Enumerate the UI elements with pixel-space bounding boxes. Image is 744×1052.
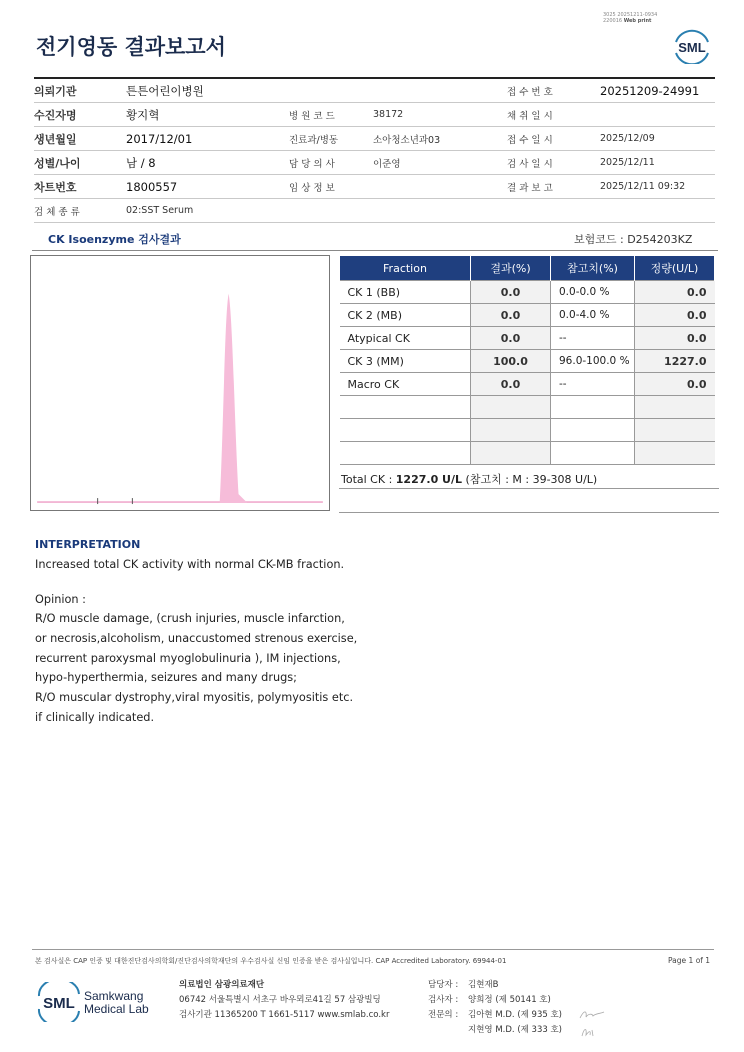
page-number: Page 1 of 1: [668, 956, 711, 965]
fraction-name: Atypical CK: [340, 327, 471, 350]
label-doctor: 담 당 의 사: [289, 151, 373, 175]
fraction-ref: --: [551, 373, 635, 396]
value-receipt-date: 2025/12/09: [600, 127, 715, 151]
electrophoresis-graph: [30, 255, 330, 511]
total-reference: (참고치 : M : 39-308 U/L): [462, 473, 598, 486]
value-chart-no: 1800557: [126, 175, 289, 199]
label-clinical-info: 임 상 정 보: [289, 175, 373, 199]
empty-row: [340, 419, 715, 442]
fraction-qty: 0.0: [635, 281, 715, 304]
label-collection-date: 채 취 일 시: [507, 103, 600, 127]
staff-role: 전문의 :: [428, 1010, 459, 1020]
samkwang-logo: [36, 982, 166, 1022]
value-collection-date: [600, 103, 715, 127]
label-requester: 의뢰기관: [34, 78, 126, 103]
label-receipt-no: 접 수 번 호: [507, 78, 600, 103]
fraction-ref: 96.0-100.0 %: [551, 350, 635, 373]
organization-block: [179, 978, 389, 1023]
report-title: 전기영동 결과보고서: [36, 35, 226, 59]
value-department: 소아청소년과03: [373, 127, 507, 151]
fraction-result: 0.0: [471, 304, 551, 327]
value-test-date: 2025/12/11: [600, 151, 715, 175]
label-report-date: 결 과 보 고: [507, 175, 600, 199]
value-report-date: 2025/12/11 09:32: [600, 175, 715, 199]
table-row: [340, 327, 715, 350]
fraction-qty: 1227.0: [635, 350, 715, 373]
label-test-date: 검 사 일 시: [507, 151, 600, 175]
footer-logo-sml: SML: [43, 995, 75, 1012]
fraction-ref: 0.0-4.0 %: [551, 304, 635, 327]
fraction-name: CK 2 (MB): [340, 304, 471, 327]
fraction-result: 100.0: [471, 350, 551, 373]
col-reference: 참고치(%): [551, 256, 635, 281]
col-quantity: 정량(U/L): [635, 256, 715, 281]
logo-text: SML: [678, 40, 706, 55]
stamp-id: 3025 20251211-0934: [603, 12, 658, 18]
label-receipt-date: 접 수 일 시: [507, 127, 600, 151]
staff-name: 김아현 M.D. (제 935 호): [468, 1010, 563, 1020]
label-specimen: 검 체 종 류: [34, 199, 126, 223]
org-name: 의료법인 삼광의료재단: [179, 980, 265, 990]
value-patient-name: 황지혁: [126, 103, 289, 127]
value-specimen: 02:SST Serum: [126, 199, 289, 223]
divider: [339, 512, 719, 513]
opinion-line: hypo-hyperthermia, seizures and many drugs;: [35, 671, 297, 684]
footer-logo-line2: Medical Lab: [84, 1002, 149, 1016]
value-hospital-code: 38172: [373, 103, 507, 127]
info-row: [34, 127, 715, 151]
opinion-label: Opinion :: [35, 593, 86, 606]
opinion-line: if clinically indicated.: [35, 711, 155, 724]
value-clinical-info: [373, 175, 507, 199]
sml-logo: [672, 28, 712, 64]
info-row: [34, 151, 715, 175]
stamp-web: Web print: [623, 18, 652, 24]
label-department: 진료과/병동: [289, 127, 373, 151]
info-row: [34, 103, 715, 127]
accreditation-note: 본 검사실은 CAP 인증 및 대한진단검사의학회/진단검사의학재단의 우수검사실 신임 인증을 받은 검사실입니다. CAP Accredited Laboratory. 69944-01: [35, 957, 507, 965]
stamp-code: 220016: [603, 18, 623, 24]
value-sex-age: 남 / 8: [126, 151, 289, 175]
staff-name: 양희정 (제 50141 호): [468, 995, 551, 1005]
footer-logo-line1: Samkwang: [84, 989, 144, 1003]
fraction-name: Macro CK: [340, 373, 471, 396]
table-row: [340, 373, 715, 396]
info-row: [34, 199, 715, 223]
print-stamp: [603, 12, 657, 24]
results-header-row: [340, 256, 715, 281]
label-hospital-code: 병 원 코 드: [289, 103, 373, 127]
info-row: [34, 175, 715, 199]
info-row: [34, 78, 715, 103]
org-address: 06742 서울특별시 서초구 바우뫼로41길 57 삼광빌딩: [179, 995, 381, 1005]
value-doctor: 이준영: [373, 151, 507, 175]
col-fraction: Fraction: [340, 256, 471, 281]
total-value: 1227.0 U/L: [395, 473, 463, 486]
staff-name: 지현영 M.D. (제 333 호): [468, 1025, 563, 1035]
label-chart-no: 차트번호: [34, 175, 126, 199]
empty-row: [340, 396, 715, 419]
staff-role: 검사자 :: [428, 995, 459, 1005]
divider: [32, 949, 714, 950]
fraction-ref: 0.0-0.0 %: [551, 281, 635, 304]
label-patient-name: 수진자명: [34, 103, 126, 127]
table-row: [340, 304, 715, 327]
opinion-line: or necrosis,alcoholism, unaccustomed strenous exercise,: [35, 632, 358, 645]
total-prefix: Total CK :: [341, 473, 396, 486]
fraction-qty: 0.0: [635, 327, 715, 350]
fraction-name: CK 3 (MM): [340, 350, 471, 373]
results-table: [339, 255, 715, 465]
value-requester: 튼튼어린이병원: [126, 78, 289, 103]
fraction-qty: 0.0: [635, 373, 715, 396]
fraction-qty: 0.0: [635, 304, 715, 327]
staff-role: 담당자 :: [428, 980, 459, 990]
org-contact: 검사기관 11365200 T 1661-5117 www.smlab.co.kr: [179, 1010, 390, 1020]
patient-info-table: [34, 77, 715, 223]
fraction-name: CK 1 (BB): [340, 281, 471, 304]
opinion-line: R/O muscle damage, (crush injuries, muscle infarction,: [35, 612, 345, 625]
interpretation-heading: INTERPRETATION: [35, 538, 141, 551]
ck3-peak: [211, 294, 248, 503]
fraction-result: 0.0: [471, 373, 551, 396]
value-receipt-no: 20251209-24991: [600, 78, 715, 103]
table-row: [340, 350, 715, 373]
label-sex-age: 성별/나이: [34, 151, 126, 175]
fraction-ref: --: [551, 327, 635, 350]
divider: [339, 488, 719, 489]
fraction-result: 0.0: [471, 327, 551, 350]
divider: [32, 250, 718, 251]
section-title: CK Isoenzyme 검사결과: [48, 233, 181, 246]
staff-name: 김현재B: [468, 980, 499, 990]
opinion-line: recurrent paroxysmal myoglobulinuria ), IM injections,: [35, 652, 341, 665]
interpretation-summary: Increased total CK activity with normal CK-MB fraction.: [35, 558, 345, 571]
col-result: 결과(%): [471, 256, 551, 281]
label-birthdate: 생년월일: [34, 127, 126, 151]
empty-row: [340, 442, 715, 465]
total-ck: [341, 471, 597, 487]
signature-images: [578, 1008, 608, 1040]
value-birthdate: 2017/12/01: [126, 127, 289, 151]
staff-block: [428, 978, 562, 1038]
fraction-result: 0.0: [471, 281, 551, 304]
insurance-code: 보험코드 : D254203KZ: [574, 233, 693, 246]
table-row: [340, 281, 715, 304]
opinion-line: R/O muscular dystrophy,viral myositis, polymyositis etc.: [35, 691, 354, 704]
